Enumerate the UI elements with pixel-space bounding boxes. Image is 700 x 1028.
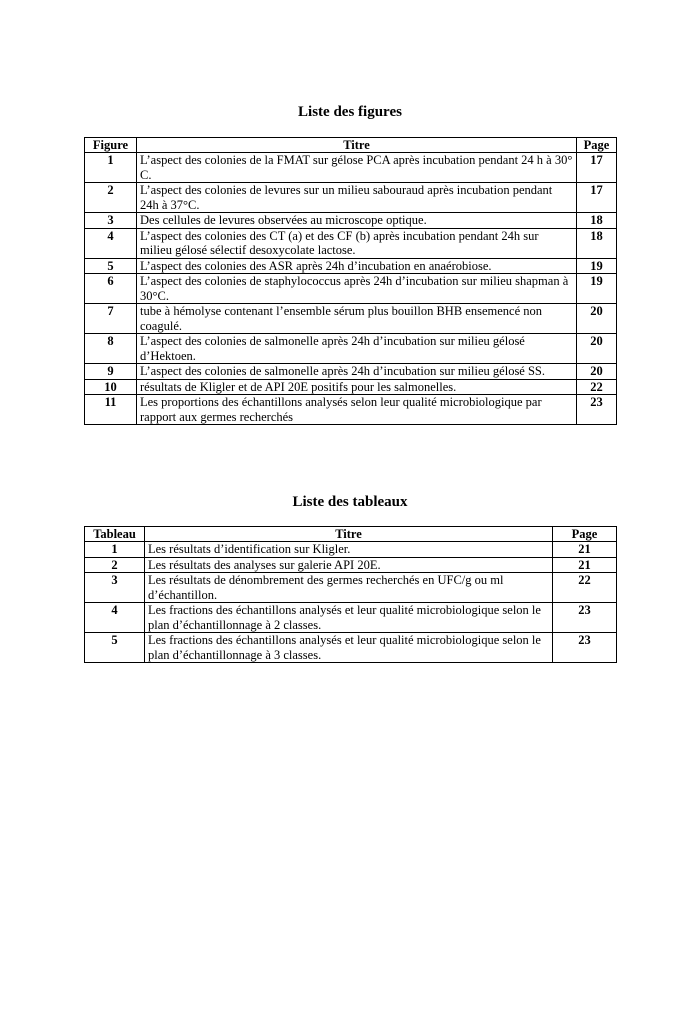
figure-page: 18 (577, 228, 617, 258)
figure-page: 23 (577, 395, 617, 425)
figures-header-row (85, 138, 617, 153)
figures-list-title: Liste des figures (298, 104, 402, 120)
figure-number: 8 (85, 334, 137, 364)
figure-title: L’aspect des colonies des CT (a) et des CF (b) après incubation pendant 24h sur milieu gélosé sélectif desoxycolate lactose. (137, 228, 577, 258)
table-row (85, 228, 617, 258)
figure-page: 17 (577, 153, 617, 183)
table-row (85, 183, 617, 213)
figure-number: 7 (85, 304, 137, 334)
table-row (85, 379, 617, 395)
figure-number: 2 (85, 183, 137, 213)
figure-title: Des cellules de levures observées au microscope optique. (137, 213, 577, 229)
figure-page: 20 (577, 364, 617, 380)
figure-page: 20 (577, 334, 617, 364)
tableau-number: 1 (85, 542, 145, 558)
figure-title: L’aspect des colonies des ASR après 24h d’incubation en anaérobiose. (137, 258, 577, 274)
figure-page: 19 (577, 274, 617, 304)
figures-header-page: Page (577, 138, 617, 153)
tableau-title: Les résultats des analyses sur galerie API 20E. (145, 557, 553, 573)
figure-title: L’aspect des colonies de salmonelle après 24h d’incubation sur milieu gélosé d’Hektoen. (137, 334, 577, 364)
figure-number: 1 (85, 153, 137, 183)
tableaux-header-num: Tableau (85, 527, 145, 542)
table-row (85, 258, 617, 274)
figure-number: 10 (85, 379, 137, 395)
figure-title: L’aspect des colonies de la FMAT sur gélose PCA après incubation pendant 24 h à 30° C. (137, 153, 577, 183)
tableaux-header-row (85, 527, 617, 542)
figure-number: 5 (85, 258, 137, 274)
tableau-page: 23 (553, 633, 617, 663)
tableau-title: Les fractions des échantillons analysés et leur qualité microbiologique selon le plan d’échantillonnage à 3 classes. (145, 633, 553, 663)
figure-title: tube à hémolyse contenant l’ensemble sérum plus bouillon BHB ensemencé non coagulé. (137, 304, 577, 334)
figure-number: 6 (85, 274, 137, 304)
tableau-page: 21 (553, 557, 617, 573)
tableau-page: 23 (553, 603, 617, 633)
figure-number: 11 (85, 395, 137, 425)
figures-header-title: Titre (137, 138, 577, 153)
table-row (85, 213, 617, 229)
figure-number: 4 (85, 228, 137, 258)
tableaux-table (84, 526, 617, 663)
figure-page: 17 (577, 183, 617, 213)
table-row (85, 395, 617, 425)
table-row (85, 364, 617, 380)
figure-title: L’aspect des colonies de levures sur un milieu sabouraud après incubation pendant 24h à 37°C. (137, 183, 577, 213)
table-row (85, 334, 617, 364)
tableau-number: 3 (85, 573, 145, 603)
figure-title: Les proportions des échantillons analysés selon leur qualité microbiologique par rapport aux germes recherchés (137, 395, 577, 425)
table-row (85, 573, 617, 603)
tableaux-header-page: Page (553, 527, 617, 542)
table-row (85, 274, 617, 304)
table-row (85, 542, 617, 558)
figure-title: L’aspect des colonies de staphylococcus après 24h d’incubation sur milieu shapman à 30°C. (137, 274, 577, 304)
tableaux-list-title: Liste des tableaux (292, 494, 408, 510)
table-row (85, 153, 617, 183)
figure-page: 22 (577, 379, 617, 395)
table-row (85, 603, 617, 633)
tableau-number: 2 (85, 557, 145, 573)
tableau-number: 4 (85, 603, 145, 633)
figure-title: L’aspect des colonies de salmonelle après 24h d’incubation sur milieu gélosé SS. (137, 364, 577, 380)
tableau-title: Les résultats d’identification sur Kligler. (145, 542, 553, 558)
figure-page: 19 (577, 258, 617, 274)
tableau-title: Les fractions des échantillons analysés et leur qualité microbiologique selon le plan d’échantillonnage à 2 classes. (145, 603, 553, 633)
table-row (85, 304, 617, 334)
tableau-number: 5 (85, 633, 145, 663)
tableau-page: 21 (553, 542, 617, 558)
tableau-page: 22 (553, 573, 617, 603)
figures-table (84, 137, 617, 425)
figure-page: 18 (577, 213, 617, 229)
figure-number: 9 (85, 364, 137, 380)
figures-header-num: Figure (85, 138, 137, 153)
tableaux-header-title: Titre (145, 527, 553, 542)
figure-number: 3 (85, 213, 137, 229)
figure-page: 20 (577, 304, 617, 334)
figure-title: résultats de Kligler et de API 20E positifs pour les salmonelles. (137, 379, 577, 395)
table-row (85, 557, 617, 573)
table-row (85, 633, 617, 663)
tableau-title: Les résultats de dénombrement des germes recherchés en UFC/g ou ml d’échantillon. (145, 573, 553, 603)
